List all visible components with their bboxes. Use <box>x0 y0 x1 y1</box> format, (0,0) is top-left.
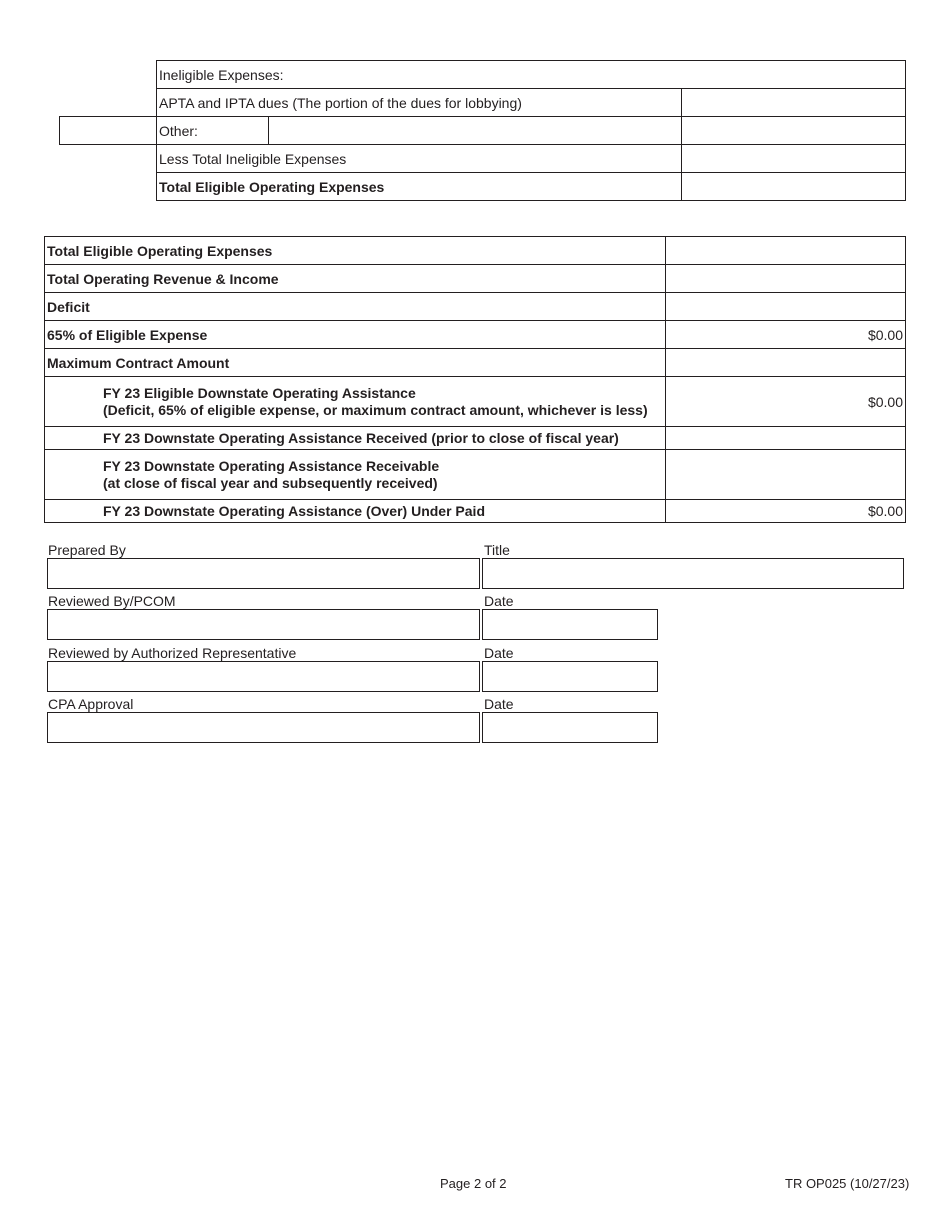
page-number: Page 2 of 2 <box>440 1176 507 1191</box>
cpa-approval-input[interactable] <box>47 712 480 743</box>
other-description-input[interactable] <box>268 116 682 145</box>
reviewed-by-pcom-input[interactable] <box>47 609 480 640</box>
prepared-by-input[interactable] <box>47 558 480 589</box>
summary-row-label: Deficit <box>44 292 666 321</box>
over-under-paid-value[interactable]: $0.00 <box>665 499 906 523</box>
summary-row-label: 65% of Eligible Expense <box>44 320 666 349</box>
summary-row-value[interactable] <box>665 236 906 265</box>
date-input[interactable] <box>482 712 658 743</box>
date-label: Date <box>484 593 514 609</box>
total-eligible-operating-input[interactable] <box>681 172 906 201</box>
less-total-ineligible-label: Less Total Ineligible Expenses <box>156 144 682 173</box>
date-label: Date <box>484 645 514 661</box>
assistance-receivable-value[interactable] <box>665 449 906 500</box>
reviewed-by-pcom-label: Reviewed By/PCOM <box>48 593 176 609</box>
assistance-received-value[interactable] <box>665 426 906 450</box>
reviewed-by-authorized-rep-label: Reviewed by Authorized Representative <box>48 645 297 661</box>
reviewed-by-authorized-rep-input[interactable] <box>47 661 480 692</box>
apta-ipta-dues-input[interactable] <box>681 88 906 117</box>
summary-row-value[interactable] <box>665 264 906 293</box>
date-input[interactable] <box>482 661 658 692</box>
total-eligible-operating-label: Total Eligible Operating Expenses <box>156 172 682 201</box>
date-input[interactable] <box>482 609 658 640</box>
ineligible-expenses-header: Ineligible Expenses: <box>156 60 906 89</box>
eligible-assistance-label: FY 23 Eligible Downstate Operating Assistance (Deficit, 65% of eligible expense, or maximum contract amount, whichever is less) <box>44 376 666 427</box>
summary-row-value[interactable] <box>665 292 906 321</box>
less-total-ineligible-input[interactable] <box>681 144 906 173</box>
other-amount-input[interactable] <box>681 116 906 145</box>
date-label: Date <box>484 696 514 712</box>
assistance-received-label: FY 23 Downstate Operating Assistance Received (prior to close of fiscal year) <box>44 426 666 450</box>
apta-ipta-dues-label: APTA and IPTA dues (The portion of the dues for lobbying) <box>156 88 682 117</box>
cpa-approval-label: CPA Approval <box>48 696 134 712</box>
prepared-by-label: Prepared By <box>48 542 126 558</box>
summary-row-label: Total Operating Revenue & Income <box>44 264 666 293</box>
summary-row-label: Total Eligible Operating Expenses <box>44 236 666 265</box>
summary-row-label: Maximum Contract Amount <box>44 348 666 377</box>
other-label: Other: <box>156 116 269 145</box>
other-code-input[interactable] <box>59 116 157 145</box>
title-label: Title <box>484 542 510 558</box>
title-input[interactable] <box>482 558 904 589</box>
summary-row-value[interactable] <box>665 348 906 377</box>
form-identifier: TR OP025 (10/27/23) <box>785 1176 910 1191</box>
assistance-receivable-label: FY 23 Downstate Operating Assistance Receivable (at close of fiscal year and subsequently received) <box>44 449 666 500</box>
summary-row-value[interactable]: $0.00 <box>665 320 906 349</box>
over-under-paid-label: FY 23 Downstate Operating Assistance (Over) Under Paid <box>44 499 666 523</box>
eligible-assistance-value[interactable]: $0.00 <box>665 376 906 427</box>
